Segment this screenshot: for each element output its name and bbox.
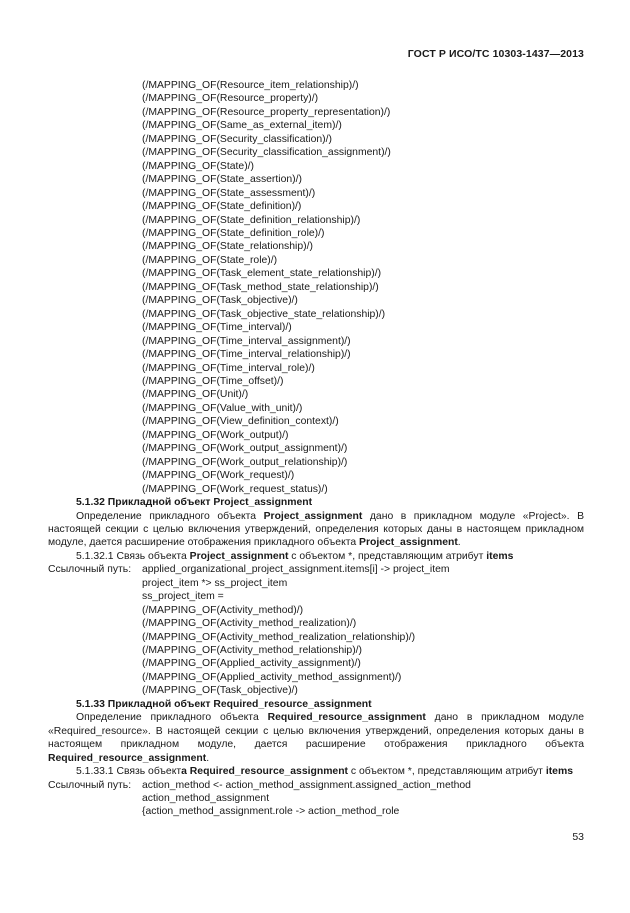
mapping-line: (/MAPPING_OF(Security_classification_assignment)/) bbox=[142, 147, 391, 159]
entity-name: Required_resource_assignment bbox=[48, 752, 207, 764]
mapping-line: (/MAPPING_OF(State_assessment)/) bbox=[142, 187, 316, 199]
paragraph-text: . bbox=[457, 537, 461, 549]
mapping-line: (/MAPPING_OF(State_relationship)/) bbox=[142, 241, 313, 253]
paragraph-text: . bbox=[206, 752, 210, 764]
subsection-text: 5.1.33.1 Связь объект bbox=[76, 766, 182, 778]
mapping-line: (/MAPPING_OF(Work_request)/) bbox=[142, 470, 295, 482]
attribute-name: items bbox=[486, 550, 514, 562]
entity-name: a Required_resource_assignment bbox=[181, 766, 349, 778]
entity-name: Project_assignment bbox=[263, 510, 363, 522]
mapping-line: (/MAPPING_OF(Time_interval_role)/) bbox=[142, 362, 315, 374]
reference-path-line: (/MAPPING_OF(Activity_method_relationship)/) bbox=[142, 645, 363, 657]
reference-path-label: Ссылочный путь: bbox=[48, 564, 132, 576]
paragraph-text: Определение прикладного объекта bbox=[76, 712, 268, 724]
reference-path-5-1-33-1 bbox=[48, 779, 584, 819]
mapping-line: (/MAPPING_OF(Task_element_state_relationship)/) bbox=[142, 268, 382, 280]
mapping-line: (/MAPPING_OF(Time_offset)/) bbox=[142, 375, 284, 387]
reference-path-line: (/MAPPING_OF(Applied_activity_method_assignment)/) bbox=[142, 671, 402, 683]
paragraph-text: дано в прикладном модуле «Required_resource». В настоящей секции с целью включения утверждений, определения которых даны в настоящем прикладном модуле, дается расширение отображения прикладного объекта bbox=[48, 712, 584, 751]
reference-path-line: project_item *> ss_project_item bbox=[142, 577, 288, 589]
section-paragraph-5-1-32 bbox=[48, 510, 584, 550]
mapping-line: (/MAPPING_OF(Security_classification)/) bbox=[142, 133, 332, 145]
mapping-line: (/MAPPING_OF(Time_interval)/) bbox=[142, 322, 292, 334]
mapping-line: (/MAPPING_OF(Time_interval_assignment)/) bbox=[142, 335, 351, 347]
reference-path-line: (/MAPPING_OF(Activity_method_realization)/) bbox=[142, 618, 357, 630]
reference-path-line: (/MAPPING_OF(Applied_activity_assignment)/) bbox=[142, 658, 361, 670]
entity-name: Required_resource_assignment bbox=[267, 712, 426, 724]
mapping-line: (/MAPPING_OF(Resource_property)/) bbox=[142, 93, 319, 105]
mapping-line: (/MAPPING_OF(Work_request_status)/) bbox=[142, 483, 328, 495]
mapping-line: (/MAPPING_OF(State_definition_relationship)/) bbox=[142, 214, 361, 226]
mapping-line: (/MAPPING_OF(Same_as_external_item)/) bbox=[142, 120, 342, 132]
entity-name: Project_assignment bbox=[189, 550, 289, 562]
subsection-title-5-1-32-1 bbox=[48, 550, 584, 563]
mapping-line: (/MAPPING_OF(Unit)/) bbox=[142, 389, 249, 401]
mapping-line: (/MAPPING_OF(State_definition_role)/) bbox=[142, 227, 325, 239]
mapping-line: (/MAPPING_OF(State_assertion)/) bbox=[142, 174, 302, 186]
subsection-title-5-1-33-1 bbox=[48, 765, 584, 778]
reference-path-line: (/MAPPING_OF(Activity_method_realization_relationship)/) bbox=[142, 631, 416, 643]
reference-path-row bbox=[48, 779, 584, 792]
subsection-text: 5.1.32.1 Связь объекта bbox=[76, 550, 190, 562]
mapping-line: (/MAPPING_OF(State_definition)/) bbox=[142, 201, 302, 213]
reference-path-line: (/MAPPING_OF(Activity_method)/) bbox=[142, 604, 304, 616]
reference-path-5-1-32-1 bbox=[48, 563, 584, 698]
reference-path-line: {action_method_assignment.role -> action_method_role bbox=[142, 806, 400, 818]
reference-path-line: action_method <- action_method_assignment.assigned_action_method bbox=[142, 779, 471, 791]
reference-path-line: (/MAPPING_OF(Task_objective)/) bbox=[142, 685, 298, 697]
mapping-line: (/MAPPING_OF(Work_output)/) bbox=[142, 429, 289, 441]
section-paragraph-5-1-33 bbox=[48, 711, 584, 765]
mapping-list bbox=[48, 79, 584, 496]
mapping-line: (/MAPPING_OF(State)/) bbox=[142, 160, 255, 172]
page-number: 53 bbox=[572, 831, 584, 843]
entity-name: Project_assignment bbox=[359, 537, 458, 549]
mapping-line: (/MAPPING_OF(Value_with_unit)/) bbox=[142, 402, 303, 414]
reference-path-line: ss_project_item = bbox=[142, 591, 224, 603]
mapping-line: (/MAPPING_OF(Task_objective_state_relationship)/) bbox=[142, 308, 386, 320]
reference-path-line: action_method_assignment bbox=[142, 793, 270, 805]
mapping-line: (/MAPPING_OF(Work_output_assignment)/) bbox=[142, 443, 348, 455]
document-header: ГОСТ Р ИСО/ТС 10303-1437—2013 bbox=[407, 48, 584, 60]
paragraph-text: дано в прикладном модуле «Project». В настоящей секции с целью включения утверждений, определения которых даны в настоящем прикладном модуле, дается расширение отображения прикладного объекта bbox=[48, 510, 585, 549]
section-heading-5-1-33: 5.1.33 Прикладной объект Required_resource_assignment bbox=[76, 698, 372, 710]
reference-path-row bbox=[48, 563, 584, 576]
reference-path-label: Ссылочный путь: bbox=[48, 779, 132, 791]
mapping-line: (/MAPPING_OF(State_role)/) bbox=[142, 254, 278, 266]
reference-path-line: applied_organizational_project_assignment.items[i] -> project_item bbox=[142, 564, 450, 576]
mapping-line: (/MAPPING_OF(Resource_property_representation)/) bbox=[142, 106, 391, 118]
subsection-text: с объектом *, представляющим атрибут bbox=[348, 766, 546, 778]
subsection-text: с объектом *, представляющим атрибут bbox=[288, 550, 487, 562]
mapping-line: (/MAPPING_OF(Task_objective)/) bbox=[142, 295, 298, 307]
document-body bbox=[48, 79, 584, 819]
mapping-line: (/MAPPING_OF(Work_output_relationship)/) bbox=[142, 456, 348, 468]
section-heading-5-1-32: 5.1.32 Прикладной объект Project_assignment bbox=[76, 497, 313, 509]
paragraph-text: Определение прикладного объекта bbox=[76, 510, 264, 522]
mapping-line: (/MAPPING_OF(View_definition_context)/) bbox=[142, 416, 339, 428]
attribute-name: items bbox=[545, 766, 573, 778]
mapping-line: (/MAPPING_OF(Time_interval_relationship)/) bbox=[142, 349, 351, 361]
mapping-line: (/MAPPING_OF(Task_method_state_relationship)/) bbox=[142, 281, 379, 293]
mapping-line: (/MAPPING_OF(Resource_item_relationship)/) bbox=[142, 80, 359, 91]
